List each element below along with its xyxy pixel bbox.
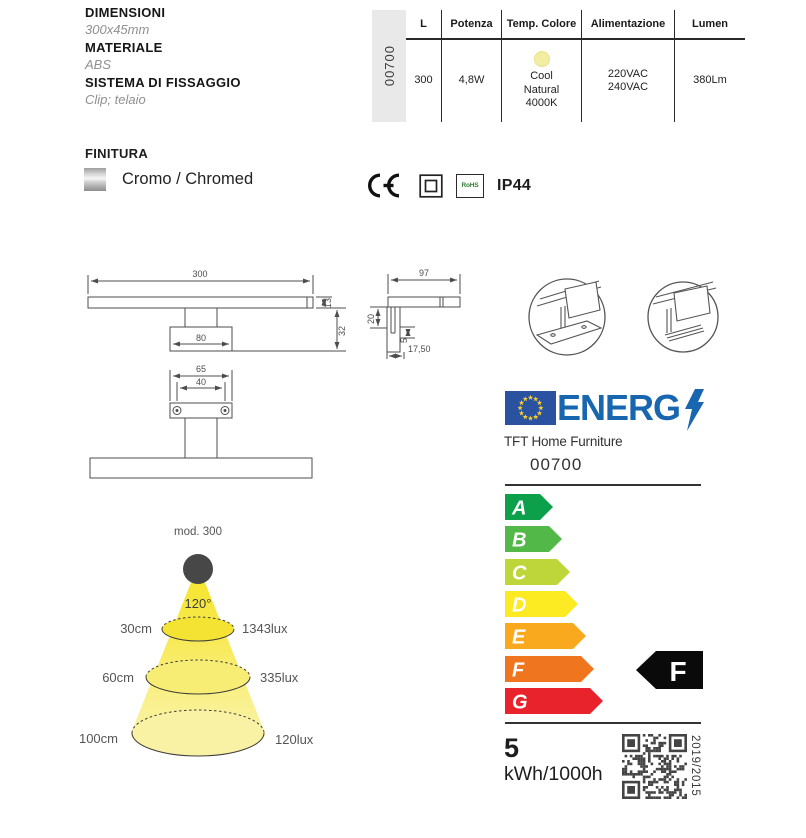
side-view-drawing bbox=[360, 253, 480, 363]
ellipse-60cm bbox=[146, 660, 250, 694]
distance-30cm: 30cm bbox=[120, 621, 152, 636]
beam-angle: 120° bbox=[184, 596, 212, 611]
certifications-row bbox=[364, 172, 531, 199]
spec-label-dimensioni: DIMENSIONI bbox=[85, 5, 166, 20]
temp-line-3: 4000K bbox=[525, 97, 558, 110]
cell-potenza: 4,8W bbox=[442, 40, 502, 122]
finitura-label: FINITURA bbox=[85, 146, 149, 161]
lux-30cm: 1343lux bbox=[242, 621, 288, 636]
finish-name: Cromo / Chromed bbox=[122, 170, 254, 188]
consumption-value: 5 bbox=[504, 733, 520, 763]
front-and-bottom-view-drawing bbox=[60, 258, 352, 488]
lux-60cm: 335lux bbox=[260, 670, 299, 685]
product-code: 00700 bbox=[381, 45, 397, 87]
class-letter-a: A bbox=[512, 497, 527, 520]
energ-logo-text: ENERG bbox=[557, 387, 681, 428]
supplier-name: TFT Home Furniture bbox=[504, 434, 623, 449]
color-temp-dot bbox=[534, 51, 550, 67]
spec-value-fissaggio: Clip; telaio bbox=[85, 92, 146, 108]
energy-model-number: 00700 bbox=[530, 455, 583, 474]
cone-title: mod. 300 bbox=[174, 526, 222, 538]
cell-temp-colore bbox=[502, 40, 582, 122]
spec-label-fissaggio: SISTEMA DI FISSAGGIO bbox=[85, 74, 241, 90]
ip-rating: IP44 bbox=[497, 176, 532, 194]
dim-80: 80 bbox=[195, 333, 207, 343]
product-table bbox=[372, 10, 745, 122]
dim-97: 97 bbox=[418, 268, 430, 278]
dim-300: 300 bbox=[192, 269, 208, 279]
cell-alimentazione bbox=[582, 40, 675, 122]
mounting-detail-drawings bbox=[495, 258, 745, 378]
regulation-number: 2019/2015 bbox=[689, 735, 701, 797]
rohs-text: RoHS bbox=[461, 182, 479, 189]
dim-32: 32 bbox=[337, 325, 347, 336]
chrome-swatch bbox=[84, 168, 106, 191]
col-header-l: L bbox=[406, 10, 442, 38]
ce-mark-icon bbox=[364, 172, 406, 199]
product-code-box bbox=[372, 10, 406, 122]
class-letter-c: C bbox=[512, 562, 527, 585]
dim-17-50: 17,50 bbox=[408, 344, 431, 354]
col-header-lumen: Lumen bbox=[691, 18, 729, 30]
detail-circle-1 bbox=[529, 279, 605, 355]
light-source-dot bbox=[183, 554, 213, 584]
specs-block bbox=[85, 4, 241, 108]
detail-circle-2 bbox=[648, 282, 718, 352]
class-letter-b: B bbox=[512, 529, 527, 552]
col-header-temp-colore: Temp. Colore bbox=[502, 10, 582, 38]
table-row bbox=[406, 40, 745, 122]
class-letter-d: D bbox=[512, 594, 527, 617]
spec-value-dimensioni: 300x45mm bbox=[85, 22, 150, 38]
spec-value-materiale: ABS bbox=[85, 57, 112, 73]
spec-label-materiale: MATERIALE bbox=[85, 39, 163, 55]
col-header-alimentazione: Alimentazione bbox=[582, 10, 675, 38]
lightning-bolt-icon bbox=[684, 389, 704, 431]
dim-65: 65 bbox=[195, 364, 207, 374]
cell-lumen: 380Lm bbox=[693, 74, 727, 87]
cell-length: 300 bbox=[406, 40, 442, 122]
dim-40: 40 bbox=[195, 377, 207, 387]
class-letter-e: E bbox=[512, 626, 526, 649]
ellipse-30cm bbox=[162, 617, 234, 641]
voltage-line-1: 220VAC bbox=[607, 67, 649, 80]
qr-code bbox=[622, 734, 687, 804]
class-letter-f: F bbox=[512, 659, 525, 682]
label-divider-top bbox=[505, 484, 701, 486]
col-header-potenza: Potenza bbox=[442, 10, 502, 38]
lux-100cm: 120lux bbox=[275, 732, 314, 747]
dim-5: 5 bbox=[399, 337, 409, 343]
eu-flag bbox=[505, 391, 556, 425]
rating-letter: F bbox=[669, 656, 687, 687]
ellipse-100cm bbox=[132, 710, 264, 756]
dim-13: 13 bbox=[323, 297, 333, 308]
class-letter-g: G bbox=[512, 691, 528, 714]
table-header-row bbox=[406, 10, 745, 40]
voltage-line-2: 240VAC bbox=[607, 81, 649, 93]
temp-line-2: Natural bbox=[523, 83, 560, 96]
distance-100cm: 100cm bbox=[78, 731, 118, 746]
distance-60cm: 60cm bbox=[102, 670, 134, 685]
consumption-unit: kWh/1000h bbox=[504, 763, 603, 785]
label-divider-bottom bbox=[505, 722, 701, 724]
rating-indicator-arrow bbox=[636, 651, 703, 689]
dim-20: 20 bbox=[366, 313, 376, 324]
class-ii-insulation-icon bbox=[419, 174, 443, 198]
finish-row bbox=[84, 168, 253, 191]
temp-line-1: Cool bbox=[530, 70, 553, 83]
light-cone-diagram bbox=[55, 515, 335, 795]
rohs-icon bbox=[456, 174, 484, 198]
